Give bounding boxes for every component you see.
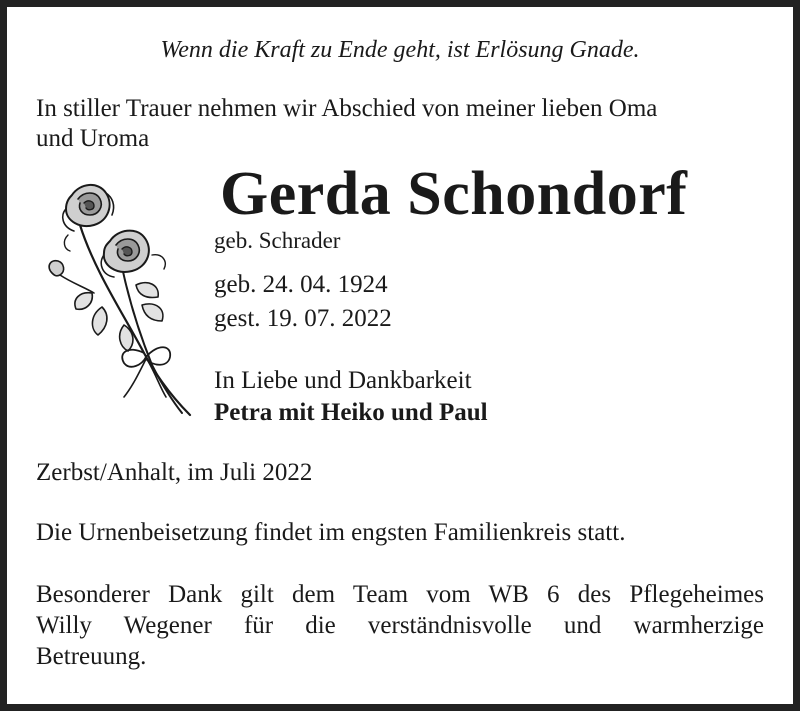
intro-line-2: und Uroma (36, 125, 150, 152)
thanks-line-1: Besonderer Dank gilt dem Team vom WB 6 des Pflegeheimes (36, 581, 764, 608)
roses-icon (32, 175, 207, 423)
motto-text: Wenn die Kraft zu Ende geht, ist Erlösung Gnade. (160, 37, 640, 63)
place-date: Zerbst/Anhalt, im Juli 2022 (36, 459, 313, 486)
birth-date: geb. 24. 04. 1924 (214, 271, 388, 298)
closing-phrase: In Liebe und Dankbarkeit (214, 367, 472, 394)
deceased-name: Gerda Schondorf (220, 160, 688, 228)
thanks-paragraph (36, 579, 764, 672)
thanks-line-3: Betreuung. (36, 643, 147, 670)
maiden-name: geb. Schrader (214, 228, 341, 253)
intro-line-1: In stiller Trauer nehmen wir Abschied von meiner lieben Oma (36, 95, 658, 122)
burial-note: Die Urnenbeisetzung findet im engsten Familienkreis statt. (36, 519, 626, 546)
death-date: gest. 19. 07. 2022 (214, 305, 392, 332)
mourners-names: Petra mit Heiko und Paul (214, 399, 488, 426)
thanks-line-2: Willy Wegener für die verständnisvolle und warmherzige (36, 612, 764, 639)
